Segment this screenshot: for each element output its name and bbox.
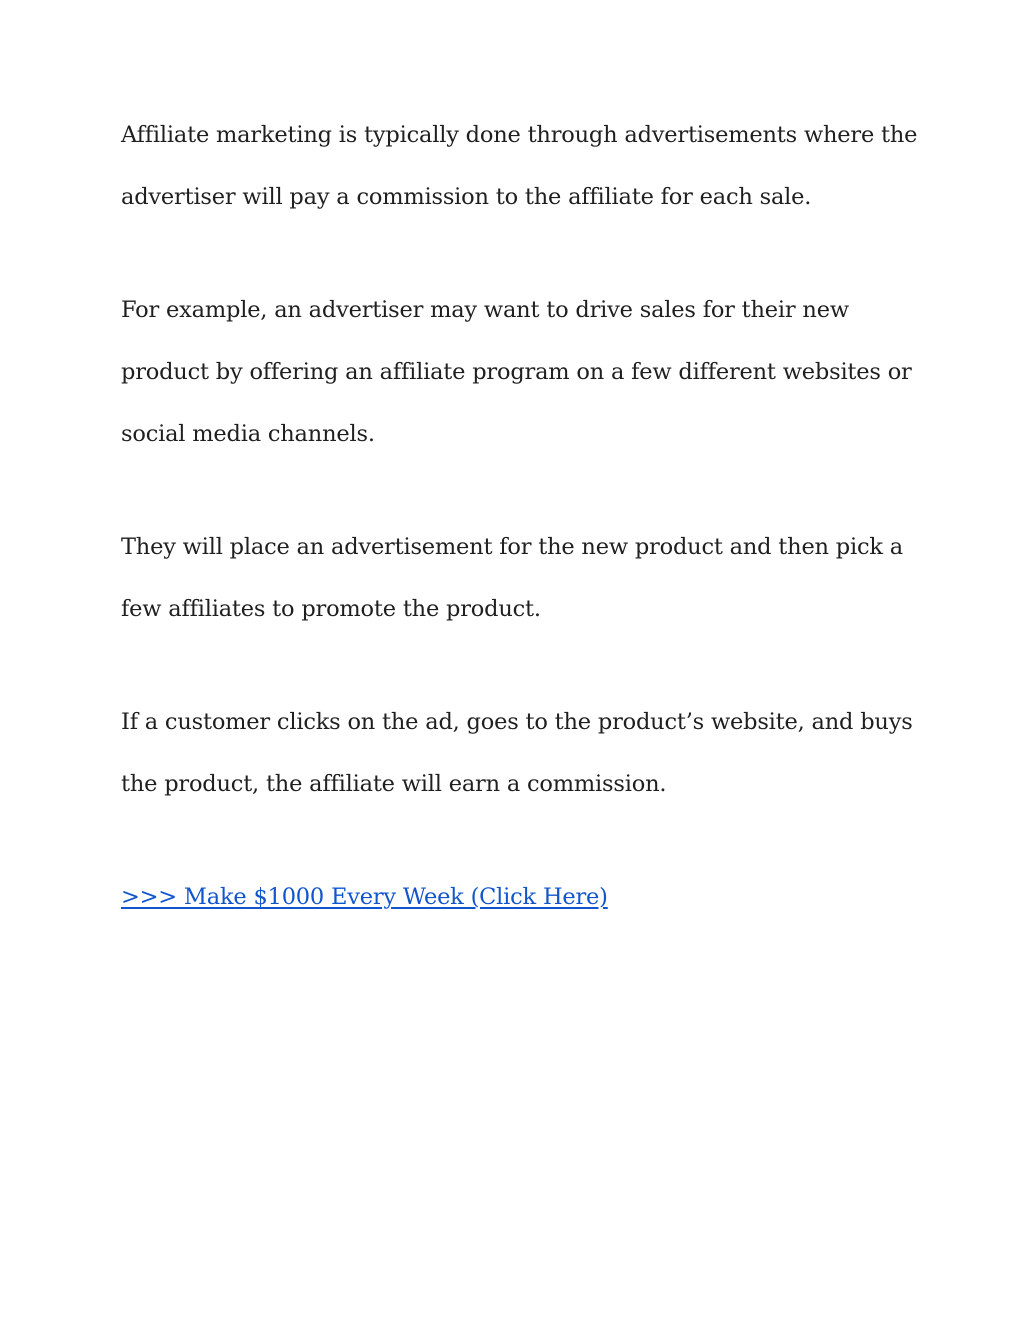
paragraph-example — [121, 279, 921, 465]
text-line: advertiser will pay a commission to the affiliate for each sale. — [121, 184, 812, 210]
text-line: For example, an advertiser may want to drive sales for their new — [121, 297, 849, 323]
paragraph-placement — [121, 516, 921, 640]
text-line: If a customer clicks on the ad, goes to the product’s website, and buys — [121, 709, 913, 735]
text-line: the product, the affiliate will earn a commission. — [121, 771, 667, 797]
document-body — [121, 104, 921, 979]
text-line: Affiliate marketing is typically done through advertisements where the — [121, 122, 918, 148]
cta-link[interactable]: >>> Make $1000 Every Week (Click Here) — [121, 884, 608, 910]
text-line: product by offering an affiliate program on a few different websites or — [121, 359, 912, 385]
text-line: They will place an advertisement for the new product and then pick a — [121, 534, 903, 560]
cta-paragraph — [121, 866, 921, 928]
text-line: social media channels. — [121, 421, 375, 447]
text-line: few affiliates to promote the product. — [121, 596, 541, 622]
paragraph-affiliate-definition — [121, 104, 921, 228]
paragraph-commission — [121, 691, 921, 815]
